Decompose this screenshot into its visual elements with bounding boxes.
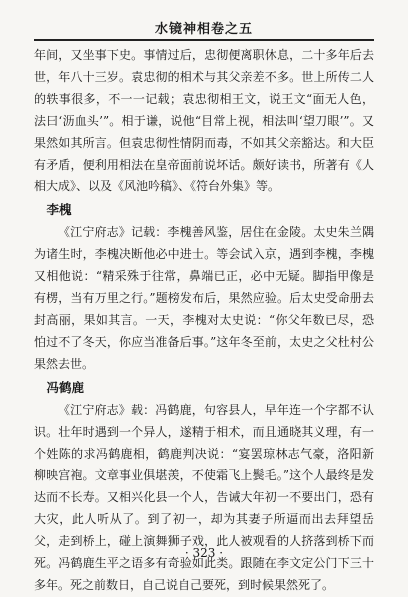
header-rule (34, 39, 374, 41)
running-header: 水镜神相卷之五 (154, 22, 253, 37)
section-title-li-huai: 李槐 (46, 202, 72, 218)
paragraph-li-huai: 《江宁府志》记载：李槐善风鉴，居住在金陵。太史朱兰隅为诸生时，李槐决断他必中进士。等会试入京，遇到李槐，李槐又相他说：“精采殊于往常，鼻端已正，必中无疑。脚指甲像是有楞，当有万里之行。”题榜发布后，果然应验。后太史受命册去封高丽，果如其言。一天，李槐对太史说：“你父年数已尽，恐怕过不了冬天，你应当准备后事。”这年冬至前，太史之父杜村公果然去世。 (34, 225, 374, 371)
page-body (34, 45, 374, 597)
page-number: · 323 · (184, 546, 224, 560)
paragraph-continuation: 年间，又坐事下史。事情过后，忠彻便离职休息，二十多年后去世，年八十三岁。袁忠彻的相术与其父亲差不多。世上所传二人的轶事很多，不一一记载；袁忠彻相王文，说王文“面无人色，法曰‘沥血头’”。相于谦，说他“目常上视，相法叫‘望刀眼’”。又果然如其所言。但袁忠彻性情阴而毒，不如其父亲豁达。和大臣有矛盾，便利用相法在皇帝面前说坏话。颇好读书，所著有《人相大成》、以及《风池吟稿》、《符台外集》等。 (34, 48, 374, 194)
paragraph-feng-helu: 《江宁府志》载：冯鹤鹿，句容县人，早年连一个字都不认识。壮年时遇到一个异人，遂精于相术，而且通晓其义理，有一个姓陈的求冯鹤鹿相，鹤鹿判决说：“宴罢琼林志气豪，洛阳新柳映宫袍。文章事业俱堪羡，不使霜飞上鬓毛。”这个人最终是发达而不长寿。又相兴化县一个人，告诫大年初一不要出门，恐有大灾，此人听从了。到了初一，却为其妻子所逼而出去拜望岳父，走到桥上，碰上演舞狮子戏，此人被观看的人挤落到桥下而死。冯鹤鹿生平之语多有奇验如此类。跟随在李文定公门下三十多年。死之前数日，自己说自己要死，到时候果然死了。 (34, 402, 374, 592)
section-title-feng-helu: 冯鹤鹿 (46, 379, 85, 395)
